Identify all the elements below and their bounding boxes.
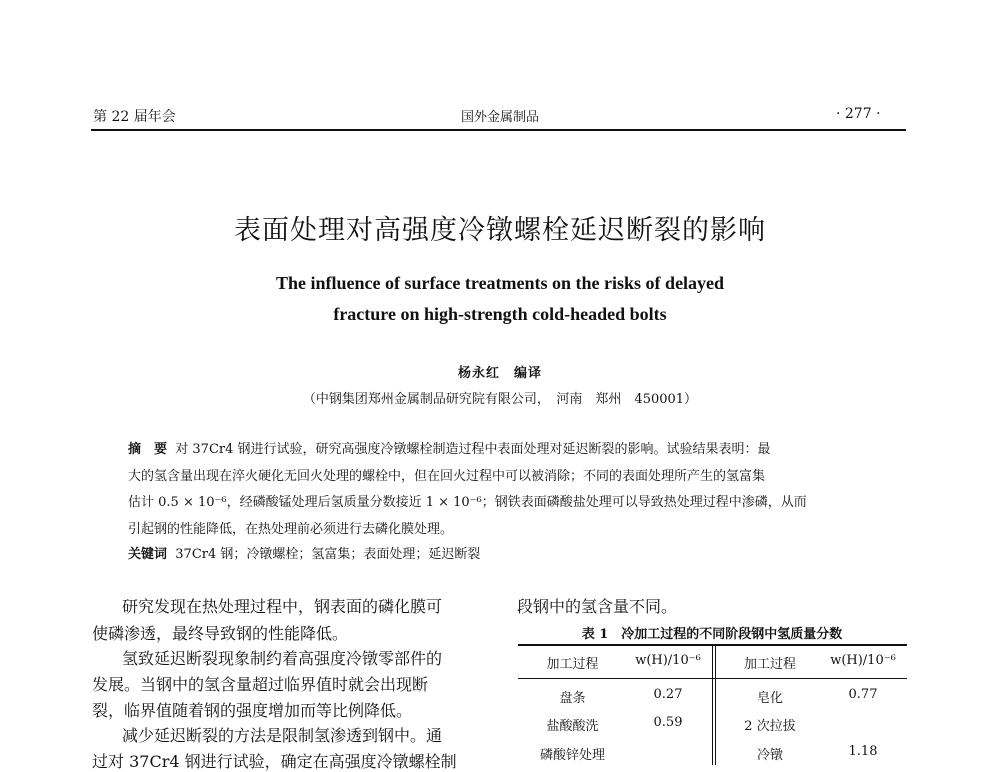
table-column-separator [712,645,713,765]
table-cell: 盘条 [559,691,586,706]
abstract-line: 大的氢含量出现在淬火硬化无回火处理的螺栓中，但在回火过程中可以被消除；不同的表面处理所产生的氢富集 [128,469,766,484]
body-text-line: 段钢中的氢含量不同。 [517,597,678,616]
abstract-line: 引起钢的性能降低，在热处理前必须进行去磷化膜处理。 [128,522,454,537]
body-text-line: 研究发现在热处理过程中，钢表面的磷化膜可 [122,597,443,616]
abstract-label: 摘 要 [128,442,168,457]
table-cell: 1.18 [848,744,878,759]
running-header-journal: 国外金属制品 [460,110,539,125]
table-header-cell: w(H)/10⁻⁶ [635,653,701,668]
table-cell: 皂化 [756,691,783,706]
table-caption: 表 1 冷加工过程的不同阶段钢中氢质量分数 [581,627,843,642]
body-text-line: 使磷渗透，最终导致钢的性能降低。 [92,624,349,643]
title-english-line-2: fracture on high-strength cold-headed bolts [333,304,667,324]
keywords-label: 关键词 [128,547,168,562]
body-text-line: 减少延迟断裂的方法是限制氢渗透到钢中。通 [122,726,443,745]
table-cell: 冷镦 [756,748,783,763]
table-cell: 磷酸锌处理 [539,748,605,763]
table-cell: 2 次拉拔 [744,719,796,734]
table-cell: 0.27 [653,687,683,702]
table-cell: 盐酸酸洗 [546,719,599,734]
running-header-left: 第 22 届年会 [93,109,176,125]
abstract-line [128,438,771,457]
keywords-line [128,543,480,562]
abstract-text: 对 37Cr4 钢进行试验，研究高强度冷镦螺栓制造过程中表面处理对延迟断裂的影响。试验结果表明：最 [175,442,771,457]
authors: 杨永红 编译 [457,366,542,381]
table-cell: 0.59 [653,715,683,730]
table-header-cell: w(H)/10⁻⁶ [830,653,896,668]
title-english-line-1: The influence of surface treatments on the risks of delayed [275,273,725,293]
table-header-cell: 加工过程 [546,657,599,672]
body-text-line: 裂，临界值随着钢的强度增加而等比例降低。 [92,701,413,720]
body-text-line: 发展。当钢中的氢含量超过临界值时就会出现断 [92,675,429,694]
abstract-line: 估计 0.5 × 10⁻⁶，经磷酸锰处理后氢质量分数接近 1 × 10⁻⁶；钢铁表面磷酸盐处理可以导致热处理过程中渗磷，从而 [128,495,807,510]
table-header-cell: 加工过程 [743,657,796,672]
header-rule [91,129,906,131]
table-cell: 0.77 [848,687,878,702]
title-chinese: 表面处理对高强度冷镦螺栓延迟断裂的影响 [234,215,766,246]
body-text-line: 过对 37Cr4 钢进行试验，确定在高强度冷镦螺栓制 [92,752,457,771]
table-column-separator [715,645,716,765]
keywords-text: 37Cr4 钢；冷镦螺栓；氢富集；表面处理；延迟断裂 [175,547,481,562]
affiliation: （中钢集团郑州金属制品研究院有限公司， 河南 郑州 450001） [302,392,698,407]
page-number: · 277 · [836,106,881,122]
body-text-line: 氢致延迟断裂现象制约着高强度冷镦零部件的 [122,649,443,668]
